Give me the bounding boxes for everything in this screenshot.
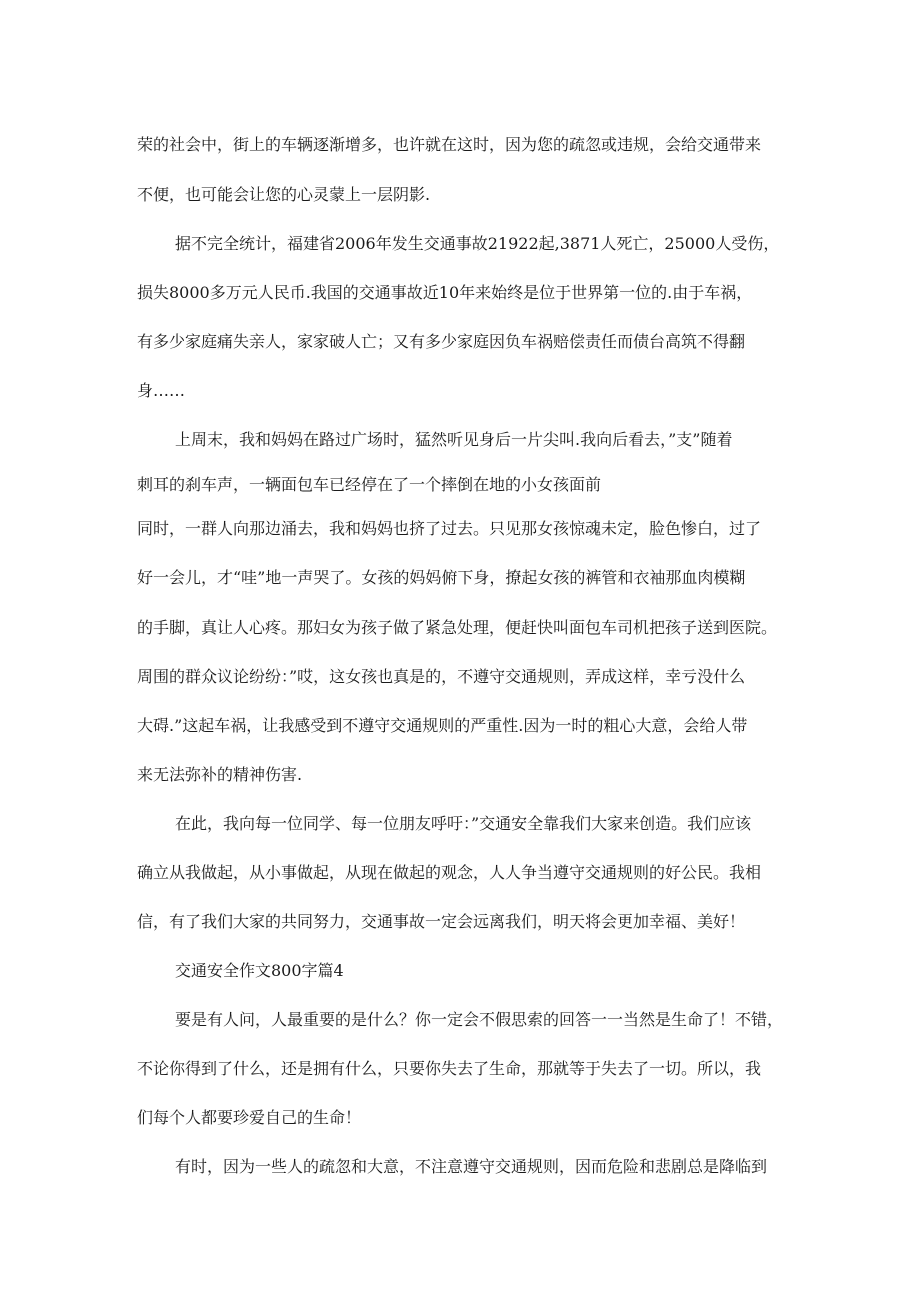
section-heading: 交通安全作文800字篇4 <box>175 961 344 980</box>
text-line: 同时，一群人向那边涌去，我和妈妈也挤了过去。只见那女孩惊魂未定，脸色惨白，过了 <box>137 519 762 538</box>
text-line: 刺耳的刹车声，一辆面包车已经停在了一个摔倒在地的小女孩面前 <box>137 475 602 494</box>
text-line: 损失8000多万元人民币.我国的交通事故近10年来始终是位于世界第一位的.由于车祸， <box>137 283 753 302</box>
paragraph-start-line: 有时，因为一些人的疏忽和大意，不注意遵守交通规则，因而危险和悲剧总是降临到 <box>175 1157 768 1176</box>
paragraph-start-line: 据不完全统计，福建省2006年发生交通事故21922起,3871人死亡，25000人受伤， <box>175 234 780 253</box>
text-line: 不论你得到了什么，还是拥有什么，只要你失去了生命，那就等于失去了一切。所以，我 <box>137 1059 762 1078</box>
paragraph-start-line: 在此，我向每一位同学、每一位朋友呼吁：”交通安全靠我们大家来创造。我们应该 <box>175 814 752 833</box>
text-line: 确立从我做起，从小事做起，从现在做起的观念，人人争当遵守交通规则的好公民。我相 <box>137 863 762 882</box>
text-line: 来无法弥补的精神伤害. <box>137 765 303 784</box>
text-line: 的手脚，真让人心疼。那妇女为孩子做了紧急处理，便赶快叫面包车司机把孩子送到医院。 <box>137 618 778 637</box>
text-line: 不便，也可能会让您的心灵蒙上一层阴影. <box>137 185 431 204</box>
text-line: 荣的社会中，街上的车辆逐渐增多，也许就在这时，因为您的疏忽或违规，会给交通带来 <box>137 135 762 154</box>
text-line: 大碍.”这起车祸，让我感受到不遵守交通规则的严重性.因为一时的粗心大意，会给人带 <box>137 716 748 735</box>
text-line: 有多少家庭痛失亲人，家家破人亡；又有多少家庭因负车祸赔偿责任而债台高筑不得翻 <box>137 332 746 351</box>
paragraph-start-line: 要是有人问，人最重要的是什么？你一定会不假思索的回答一一当然是生命了！不错， <box>175 1010 784 1029</box>
text-line: 周围的群众议论纷纷：”哎，这女孩也真是的，不遵守交通规则，弄成这样，幸亏没什么 <box>137 667 746 686</box>
text-line: 身…… <box>137 381 186 400</box>
text-line: 好一会儿，才“哇”地一声哭了。女孩的妈妈俯下身，撩起女孩的裤管和衣袖那血肉模糊 <box>137 568 746 587</box>
text-line: 信，有了我们大家的共同努力，交通事故一定会远离我们，明天将会更加幸福、美好！ <box>137 912 746 931</box>
paragraph-start-line: 上周末，我和妈妈在路过广场时，猛然听见身后一片尖叫.我向后看去，”支”随着 <box>175 430 733 449</box>
text-line: 们每个人都要珍爱自己的生命！ <box>137 1108 362 1127</box>
